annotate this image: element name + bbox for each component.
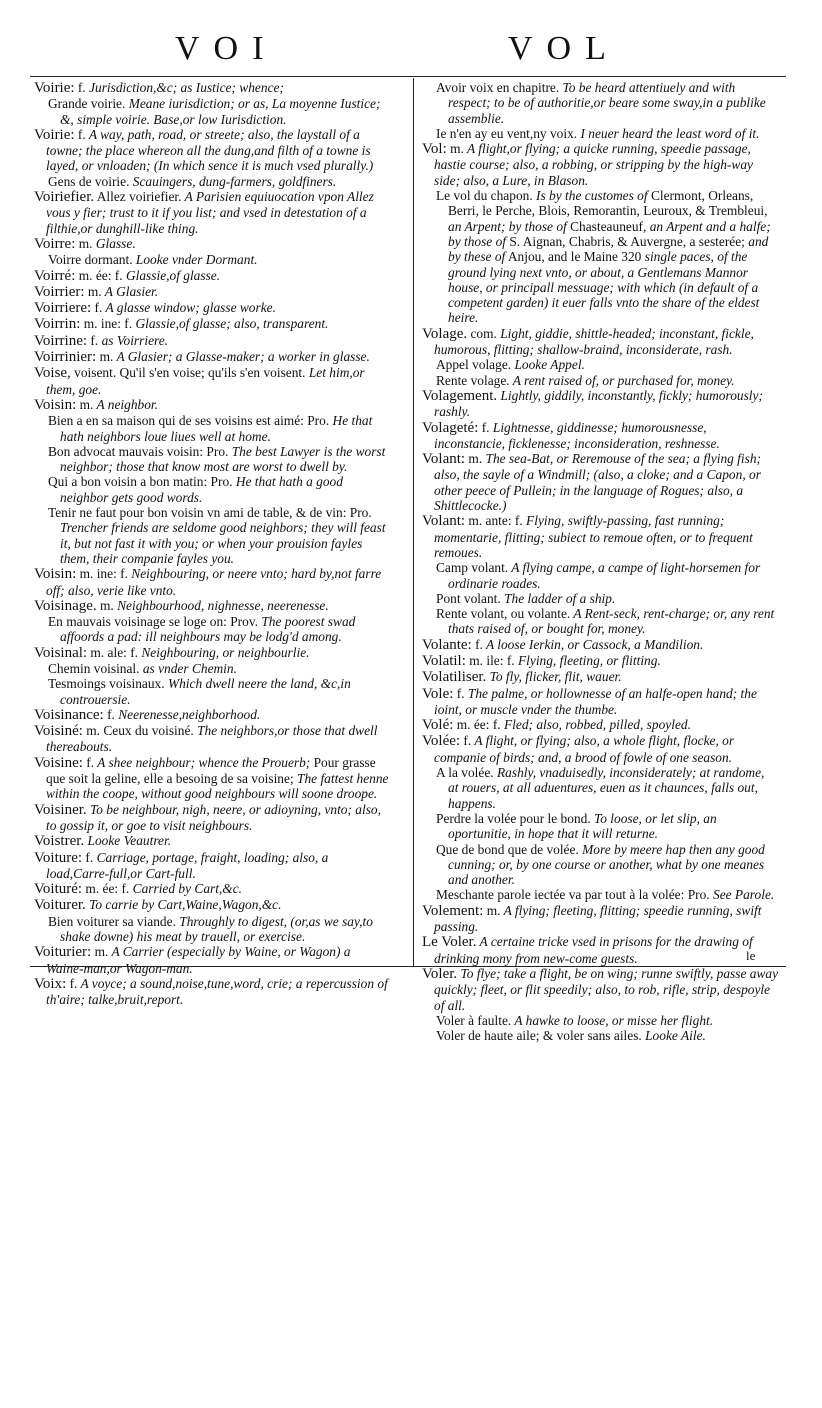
dictionary-entry [34,566,390,598]
french-text: m. Ceux du voisiné. [82,723,194,739]
english-gloss: To be heard attentiuely and with respect; to be of authoritie,or beare some sway,in a publike assemblie. [448,80,766,126]
headword: Voisiné: [34,723,83,740]
dictionary-entry [422,717,778,733]
french-text: Chemin voisinal. [48,660,140,676]
english-gloss: Carried by Cart,&c. [129,881,242,897]
french-text: f. [74,80,86,95]
english-gloss: A glasse window; glasse worke. [102,300,276,316]
dictionary-entry [34,349,390,365]
english-gloss: Is by the customes of [532,188,648,204]
headword: Vol: [422,141,447,158]
english-gloss: To loose, or let slip, an oportunitie, in hope that it will returne. [448,810,717,842]
headword: Voise, [34,365,71,382]
dictionary-subentry [422,560,778,591]
dictionary-entry [422,733,778,765]
top-rule [30,76,786,77]
headword: Voisiner. [34,801,87,818]
headword: Voirie: [34,80,75,96]
english-gloss: I neuer heard the least word of it. [577,125,760,141]
french-text: m. [446,141,464,157]
french-text: m. ée: f. [453,717,501,733]
dictionary-subentry [34,252,390,267]
dictionary-entry [34,976,390,1008]
headword: Voirrinier: [34,349,97,366]
french-text: Que de bond que de volée. [436,841,579,857]
french-text: com. [467,325,497,341]
french-text: Ie n'en ay eu vent,ny voix. [436,125,578,141]
dictionary-entry [34,80,390,96]
dictionary-entry [34,598,390,614]
english-gloss: Lightnesse, giddinesse; humorousnesse, inconstancie, ficklenesse; inconsideration, reshnesse. [434,419,720,451]
french-text: Voler de haute aile; & voler sans ailes. [436,1028,642,1044]
dictionary-subentry [34,661,390,676]
french-text: Bon advocat mauvais voisin: Pro. [48,443,229,459]
french-text: Rente volant, ou volante. [436,606,571,622]
dictionary-entry [34,316,390,332]
english-gloss: More by meere hap then any good cunning; or, by one course or another, what by one meanes and another. [448,841,765,888]
headword: Voler. [422,965,458,982]
french-text: Perdre la volée pour le bond. [436,810,591,826]
english-gloss: A flight, or flying; also, a whole flight, flocke, or companie of birds; and, a brood of fowle of one season. [434,733,735,765]
french-text: f. [103,706,115,722]
english-gloss: A voyce; a sound,noise,tune,word, crie; a repercussion of th'aire; talke,bruit,report. [46,975,388,1008]
dictionary-subentry [34,413,390,444]
dictionary-subentry [422,1028,778,1043]
headword: Voiturier: [34,944,92,961]
headword: Volageté: [422,419,479,436]
headword: Voiture: [34,849,83,866]
french-text: f. [87,332,99,348]
english-gloss: an Arpent; by those of [448,218,567,234]
dictionary-entry [34,723,390,755]
english-gloss: Flying, swiftly-passing, fast running; momentarie, flitting; subiect to remoue often, or to frequent remoues. [434,513,753,560]
dictionary-entry [34,802,390,834]
english-gloss: A Parisien equiuocation vpon Allez vous y fier; trust to it if you list; and vsed in detestation of a filthie,or dunghill-like thing. [46,189,374,236]
dictionary-entry [34,127,390,174]
french-text: m. [84,283,102,299]
dictionary-entry [34,300,390,316]
english-gloss: Let him,or them, goe. [46,365,365,397]
headword: Voiturer. [34,897,86,914]
english-gloss: as vnder Chemin. [139,660,237,676]
french-text: f. [91,300,103,316]
headword: Volatiliser. [422,669,487,686]
dictionary-entry [34,333,390,349]
dictionary-subentry [422,80,778,126]
french-text: S. Aignan, Chabris, & Auvergne, a sesterée; [506,233,745,249]
french-text: m. [91,944,109,960]
headword: Voirrier: [34,283,85,300]
english-gloss: Neerenesse,neighborhood. [114,706,261,722]
french-text: Gens de voirie. [48,173,130,189]
headword: Voisinance: [34,706,104,723]
headword: Voituré: [34,881,83,898]
french-text: Camp volant. [436,560,509,576]
english-gloss: To carrie by Cart,Waine,Wagon,&c. [85,897,282,913]
english-gloss: A rent raised of, or purchased for, money. [509,372,735,388]
english-gloss: A Rent-seck, rent-charge; or, any rent thats raised of, or bought for, money. [448,606,775,637]
dictionary-entry [422,669,778,685]
english-gloss: Neighbourhood, nighnesse, neerenesse. [113,597,329,613]
dictionary-subentry [422,1013,778,1028]
french-text: f. [478,419,490,435]
dictionary-subentry [34,505,390,566]
dictionary-entry [422,326,778,358]
english-gloss: as Voirriere. [98,332,169,348]
french-text: En mauvais voisinage se loge on: Prov. [48,614,258,630]
french-text: Voirre dormant. [48,252,133,268]
headword: Volant: [422,451,466,468]
english-gloss: Rashly, vnaduisedly, inconsiderately; at randome, at rouers, at all aduentures, euen as it chaunces, falls out, happens. [448,765,765,811]
english-gloss: A shee neighbour; whence the Prouerb; [94,754,311,770]
headword: Volement: [422,902,484,919]
english-gloss: A neighbor. [93,396,158,412]
dictionary-entry [422,451,778,513]
french-text: m. [75,235,93,251]
french-text: A la volée. [436,765,494,781]
english-gloss: Glassie,of glasse. [122,267,221,283]
dictionary-entry [34,645,390,661]
english-gloss: A flying; fleeting, flitting; speedie running, swift passing. [434,902,762,935]
french-text: m. ale: f. [87,644,139,660]
english-gloss: single paces, of the ground lying next vnto, or about, a Gentlemans Mannor house, or principall messuage; with which (in default of a competent garden) it euer falls vnto the share of the eldest heire. [448,249,760,326]
english-gloss: Looke vnder Dormant. [132,252,258,268]
running-head-left: VOI [175,30,278,67]
english-gloss: To fly, flicker, flit, wauer. [486,669,622,685]
headword: Volé: [422,717,454,734]
dictionary-subentry [34,444,390,475]
dictionary-subentry [422,842,778,888]
french-text: Appel volage. [436,357,512,373]
english-gloss: A certaine tricke vsed in prisons for the drawing of drinking mony from new-come guests. [434,934,753,966]
dictionary-entry [422,420,778,452]
dictionary-entry [422,934,778,966]
french-text: Rente volage. [436,372,510,388]
headword: Voirrine: [34,332,88,349]
dictionary-entry [34,189,390,236]
french-text: voisent. Qu'il s'en voise; qu'ils s'en voisent. [70,365,306,381]
french-text: f. [66,975,78,991]
french-text: m. ine: f. [80,316,133,332]
french-text: Avoir voix en chapitre. [436,80,560,95]
english-gloss: an Arpent and a halfe; by those of [448,218,771,249]
english-gloss: Throughly to digest, (or,as we say,to shake downe) his meat by trauell, or exercise. [60,913,373,945]
english-gloss: The fattest henne within the coope, without good neighbours will soone droope. [46,771,389,802]
english-gloss: Flying, fleeting, or flitting. [514,652,661,668]
french-text: m. [76,396,94,412]
headword: Voirie: [34,126,75,143]
headword: Voistrer. [34,833,85,850]
dictionary-entry [34,897,390,913]
french-text: m. ée: f. [75,267,123,283]
english-gloss: Meane iurisdiction; or as, La moyenne Iustice; &, simple voirie. Base,or low Iurisdiction. [60,96,381,127]
french-text: Allez voiriefier. [94,189,182,205]
english-gloss: The best Lawyer is the worst neighbor; those that know most are worst to dwell by. [60,443,386,475]
english-gloss: A loose Ierkin, or Cassock, a Mandilion. [482,636,704,652]
english-gloss: A flight,or flying; a quicke running, speedie passage, hastie course; also, a robbing, or stripping by the high-way side; also, a Lure, in Blason. [434,141,754,188]
dictionary-subentry [34,914,390,945]
english-gloss: See Parole. [709,887,775,903]
headword: Voirré: [34,267,76,284]
dictionary-subentry [422,811,778,842]
dictionary-entry [34,236,390,252]
headword: Vole: [422,685,454,702]
french-text: Bien a en sa maison qui de ses voisins est aimé: Pro. [48,413,330,429]
headword: Volante: [422,636,472,653]
french-text: m. [96,349,114,365]
french-text: f. [82,849,94,865]
english-gloss: The palme, or hollownesse of an halfe-open hand; the ioint, or muscle vnder the thumbe. [434,685,757,717]
english-gloss: Neighbouring, or neighbourlie. [138,644,310,660]
english-gloss: Neighbouring, or neere vnto; hard by,not farre off; also, verie like vnto. [46,566,382,598]
english-gloss: The ladder of a ship. [500,590,616,606]
headword: Voisin: [34,396,77,413]
french-text: Pour grasse que soit la geline, elle a besoing de sa voisine; [46,754,376,787]
dictionary-subentry [422,887,778,902]
dictionary-entry [422,966,778,1013]
dictionary-subentry [34,96,390,127]
dictionary-entry [34,833,390,849]
english-gloss: He that hath a good neighbor gets good words. [60,474,343,505]
english-gloss: Scauingers, dung-farmers, goldfiners. [129,173,337,189]
dictionary-entry [34,268,390,284]
english-gloss: A way, path, road, or streete; also, the laystall of a towne; the place whereon all the dung,and filth of a towne is layed, or vnloaden; (In which sence it is much vsed plurally.) [46,126,374,174]
headword: Voirre: [34,235,76,252]
dictionary-subentry [422,765,778,811]
french-text: f. [471,636,483,652]
french-text: Le vol du chapon. [436,188,533,204]
english-gloss: Looke Appel. [511,357,585,373]
headword: Voix: [34,975,67,992]
english-gloss: He that hath neighbors loue liues well at home. [60,413,373,444]
english-gloss: A Glasier. [101,283,159,299]
french-text: Tesmoings voisinaux. [48,676,165,692]
headword: Volant: [422,513,466,530]
headword: Le Voler. [422,934,477,951]
french-text: m. ine: f. [76,566,128,582]
headword: Volatil: [422,652,466,669]
column-divider [413,78,414,966]
dictionary-subentry [34,676,390,707]
english-gloss: A Glasier; a Glasse-maker; a worker in glasse. [113,349,370,365]
dictionary-entry [34,397,390,413]
english-gloss: Light, giddie, shittle-headed; inconstant, fickle, humorous, flitting; shallow-braind, inconsiderate, rash. [434,325,754,358]
bottom-rule [30,966,786,967]
headword: Volée: [422,733,461,750]
french-text: Meschante parole iectée va par tout à la volée: Pro. [436,887,710,903]
english-gloss: Glasse. [92,235,136,251]
dictionary-entry [422,141,778,188]
headword: Voisinal: [34,644,88,661]
english-gloss: Glassie,of glasse; also, transparent. [132,316,329,332]
dictionary-entry [422,388,778,420]
dictionary-entry [34,755,390,802]
english-gloss: Fled; also, robbed, pilled, spoyled. [500,717,691,733]
dictionary-subentry [34,174,390,189]
english-gloss: A Carrier (especially by Waine, or Wagon) a Waine-man,or Wagon-man. [46,944,351,976]
dictionary-entry [34,850,390,882]
dictionary-entry [34,284,390,300]
english-gloss: To be neighbour, nigh, neere, or adioyning, vnto; also, to gossip it, or goe to visit neighbours. [46,801,381,833]
english-gloss: A hawke to loose, or misse her flight. [511,1012,714,1028]
french-text: Bien voiturer sa viande. [48,913,176,929]
headword: Volagement. [422,387,498,404]
dictionary-subentry [422,591,778,606]
french-text: m. ile: f. [465,652,515,668]
french-text: Clermont, Orleans, Berri, le Perche, Blois, Remorantin, Leuroux, & Trembleui, [448,188,768,219]
dictionary-entry [422,637,778,653]
french-text: Qui a bon voisin a bon matin: Pro. [48,474,233,490]
english-gloss: The poorest swad affoords a pad: ill neighbours may be lodg'd among. [60,614,356,645]
headword: Voirriere: [34,300,92,317]
dictionary-entry [34,944,390,976]
french-text: Voler à faulte. [436,1012,512,1028]
english-gloss: To flye; take a flight, be on wing; runne swiftly, passe away quickly; fleet, or flit speedily; also, to rob, rifle, strip, despoyle of all. [434,965,779,1013]
dictionary-entry [422,513,778,560]
french-text: m. [96,597,114,613]
dictionary-subentry [422,126,778,141]
headword: Volage. [422,325,468,342]
french-text: Pont volant. [436,590,501,606]
dictionary-subentry [422,188,778,326]
french-text: m. ante: f. [465,513,523,529]
catchword: le [746,948,756,963]
english-gloss: Trencher friends are seldome good neighbors; they will feast it, but not fast it with you; or when your prouision fayles them, their companie fayles you. [60,520,386,566]
right-column [422,80,778,1043]
english-gloss: Looke Aile. [641,1028,706,1044]
dictionary-entry [422,653,778,669]
dictionary-entry [422,903,778,935]
english-gloss: and by these of [448,233,769,265]
running-head-right: VOL [508,30,620,67]
french-text: f. [74,126,86,142]
dictionary-subentry [34,474,390,505]
english-gloss: The sea-Bat, or Reremouse of the sea; a flying fish; also, the sayle of a Windmill; (also, a cloke; and a Capon, or other peece of Pullein; in the language of Rogues; also, a Shittlecocke.) [434,451,761,514]
left-column [34,80,390,1008]
dictionary-subentry [422,606,778,637]
french-text: f. [82,754,95,770]
headword: Voiriefier. [34,189,95,206]
french-text: f. [453,685,465,701]
french-text: m. [465,451,483,467]
french-text: m. ée: f. [82,881,130,897]
french-text: Chasteauneuf, [566,218,647,234]
french-text: Grande voirie. [48,96,126,112]
dictionary-subentry [422,357,778,372]
dictionary-subentry [34,614,390,645]
english-gloss: Which dwell neere the land, &c,in controuersie. [60,676,351,707]
english-gloss: Looke Veautrer. [84,833,172,849]
dictionary-subentry [422,373,778,388]
dictionary-entry [34,707,390,723]
french-text: Tenir ne faut pour bon voisin vn ami de table, & de vin: Pro. [48,505,372,521]
english-gloss: A flying campe, a campe of light-horsemen for ordinarie roades. [448,560,761,591]
dictionary-entry [34,365,390,397]
headword: Voisin: [34,566,77,583]
english-gloss: Jurisdiction,&c; as Iustice; whence; [85,80,284,95]
english-gloss: The neighbors,or those that dwell thereabouts. [46,723,378,755]
english-gloss: Lightly, giddily, inconstantly, fickly; humorously; rashly. [434,387,763,420]
french-text: Anjou, and le Maine 320 [505,249,642,265]
headword: Voirrin: [34,316,81,333]
headword: Voisinage. [34,597,97,614]
french-text: m. [483,902,501,918]
dictionary-entry [422,686,778,718]
french-text: f. [460,733,472,749]
headword: Voisine: [34,754,83,771]
dictionary-entry [34,881,390,897]
english-gloss: Carriage, portage, fraight, loading; also, a load,Carre-full,or Cart-full. [46,849,329,881]
